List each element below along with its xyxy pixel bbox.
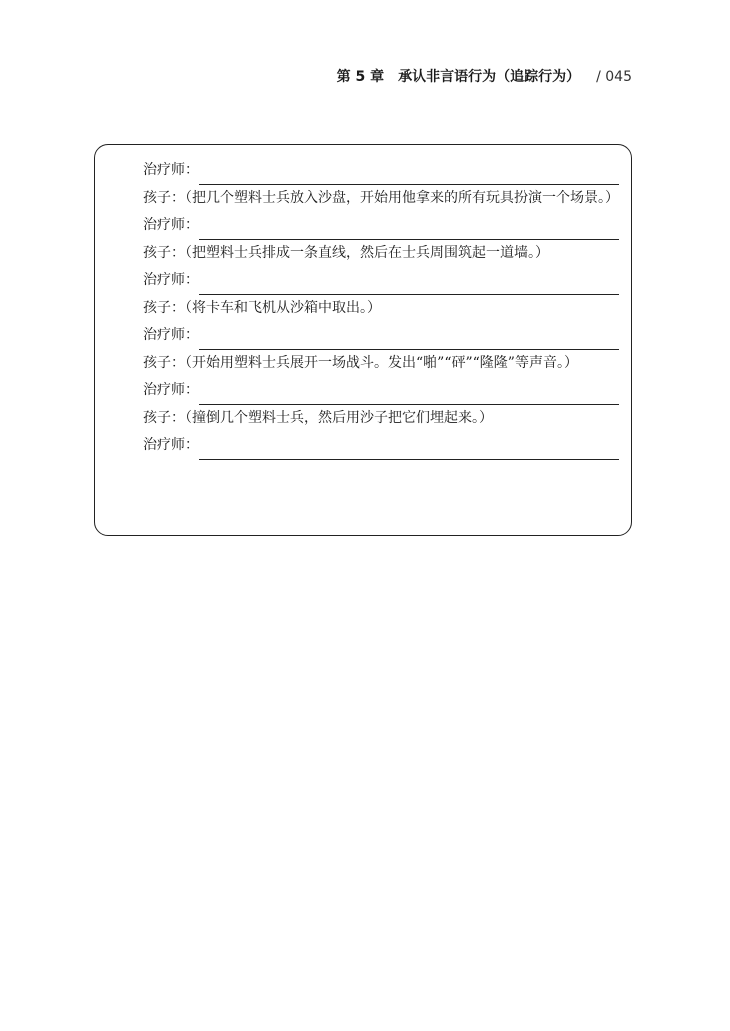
child-line [107, 295, 619, 323]
child-label: 孩子： [143, 354, 185, 371]
therapist-line [107, 432, 619, 460]
therapist-line [107, 377, 619, 405]
therapist-label: 治疗师： [143, 272, 199, 288]
therapist-line [107, 267, 619, 295]
child-action: （将卡车和飞机从沙箱中取出。） [185, 299, 381, 316]
page-header [337, 66, 632, 86]
child-label: 孩子： [143, 189, 185, 206]
dialog-content [107, 157, 619, 460]
answer-blank[interactable] [199, 219, 619, 240]
child-action: （把几个塑料士兵放入沙盘，开始用他拿来的所有玩具扮演一个场景。） [185, 189, 619, 206]
answer-blank[interactable] [199, 439, 619, 460]
child-line [107, 350, 619, 378]
child-label: 孩子： [143, 409, 185, 426]
answer-blank[interactable] [199, 329, 619, 350]
therapist-label: 治疗师： [143, 382, 199, 398]
chapter-title: 承认非言语行为（追踪行为） [398, 69, 581, 85]
child-action: （开始用塑料士兵展开一场战斗。发出“啪”“砰”“隆隆”等声音。） [185, 354, 578, 371]
child-line [107, 240, 619, 268]
therapist-label: 治疗师： [143, 162, 199, 178]
child-action: （把塑料士兵排成一条直线，然后在士兵周围筑起一道墙。） [185, 244, 549, 261]
answer-blank[interactable] [199, 164, 619, 185]
therapist-line [107, 157, 619, 185]
therapist-label: 治疗师： [143, 327, 199, 343]
therapist-line [107, 212, 619, 240]
therapist-label: 治疗师： [143, 217, 199, 233]
answer-blank[interactable] [199, 384, 619, 405]
chapter-label: 第 5 章 [336, 69, 385, 85]
exercise-box [94, 144, 632, 536]
page-number: / 045 [596, 69, 632, 85]
child-line [107, 405, 619, 433]
child-line [107, 185, 619, 213]
child-action: （撞倒几个塑料士兵，然后用沙子把它们埋起来。） [185, 409, 493, 426]
child-label: 孩子： [143, 299, 185, 316]
answer-blank[interactable] [199, 274, 619, 295]
therapist-line [107, 322, 619, 350]
child-label: 孩子： [143, 244, 185, 261]
therapist-label: 治疗师： [143, 437, 199, 453]
